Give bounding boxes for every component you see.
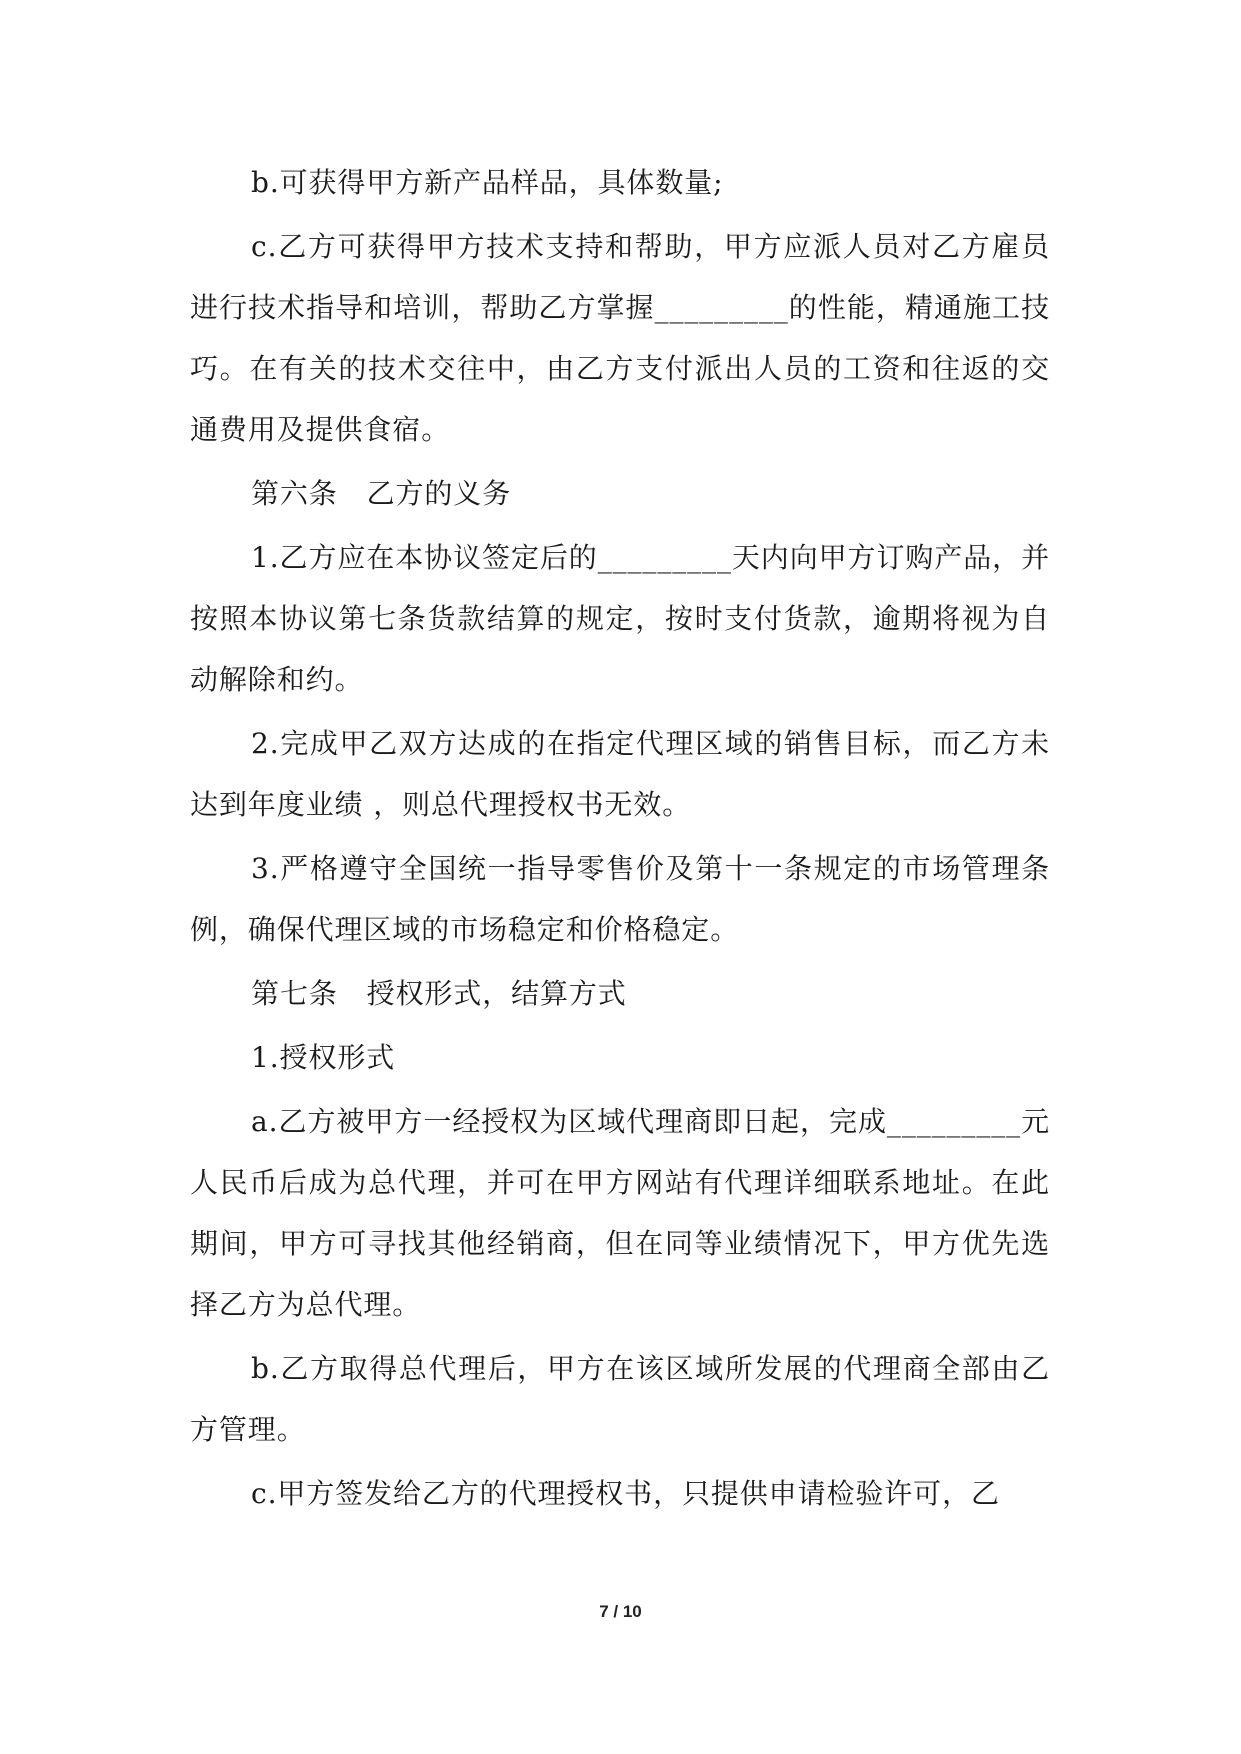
page-number: 7 / 10 <box>599 1602 642 1621</box>
paragraph-authorization-a: a.乙方被甲方一经授权为区域代理商即日起，完成_________元人民币后成为总代理，并可在甲方网站有代理详细联系地址。在此期间，甲方可寻找其他经销商，但在同等业绩情况下，甲方优先选择乙方为总代理。 <box>190 1105 1050 1321</box>
paragraph-obligation-1: 1.乙方应在本协议签定后的_________天内向甲方订购产品，并按照本协议第七条货款结算的规定，按时支付货款，逾期将视为自动解除和约。 <box>190 541 1050 696</box>
document-body <box>190 152 1050 1524</box>
paragraph-obligation-3: 3.严格遵守全国统一指导零售价及第十一条规定的市场管理条例，确保代理区域的市场稳定和价格稳定。 <box>190 852 1050 946</box>
paragraph-authorization-c: c.甲方签发给乙方的代理授权书，只提供申请检验许可，乙 <box>251 1477 1000 1510</box>
heading-article-6: 第六条 乙方的义务 <box>251 477 512 510</box>
heading-article-7: 第七条 授权形式，结算方式 <box>251 977 627 1010</box>
heading-authorization-form: 1.授权形式 <box>251 1041 396 1074</box>
paragraph-technical-support: c.乙方可获得甲方技术支持和帮助，甲方应派人员对乙方雇员进行技术指导和培训，帮助乙方掌握_________的性能，精通施工技巧。在有关的技术交往中，由乙方支付派出人员的工资和往返的交通费用及提供食宿。 <box>190 230 1050 446</box>
paragraph-obligation-2: 2.完成甲乙双方达成的在指定代理区域的销售目标，而乙方未达到年度业绩 ，则总代理授权书无效。 <box>190 727 1050 821</box>
paragraph-authorization-b: b.乙方取得总代理后，甲方在该区域所发展的代理商全部由乙方管理。 <box>190 1352 1050 1446</box>
paragraph-sample-quantity: b.可获得甲方新产品样品，具体数量; <box>251 166 724 199</box>
